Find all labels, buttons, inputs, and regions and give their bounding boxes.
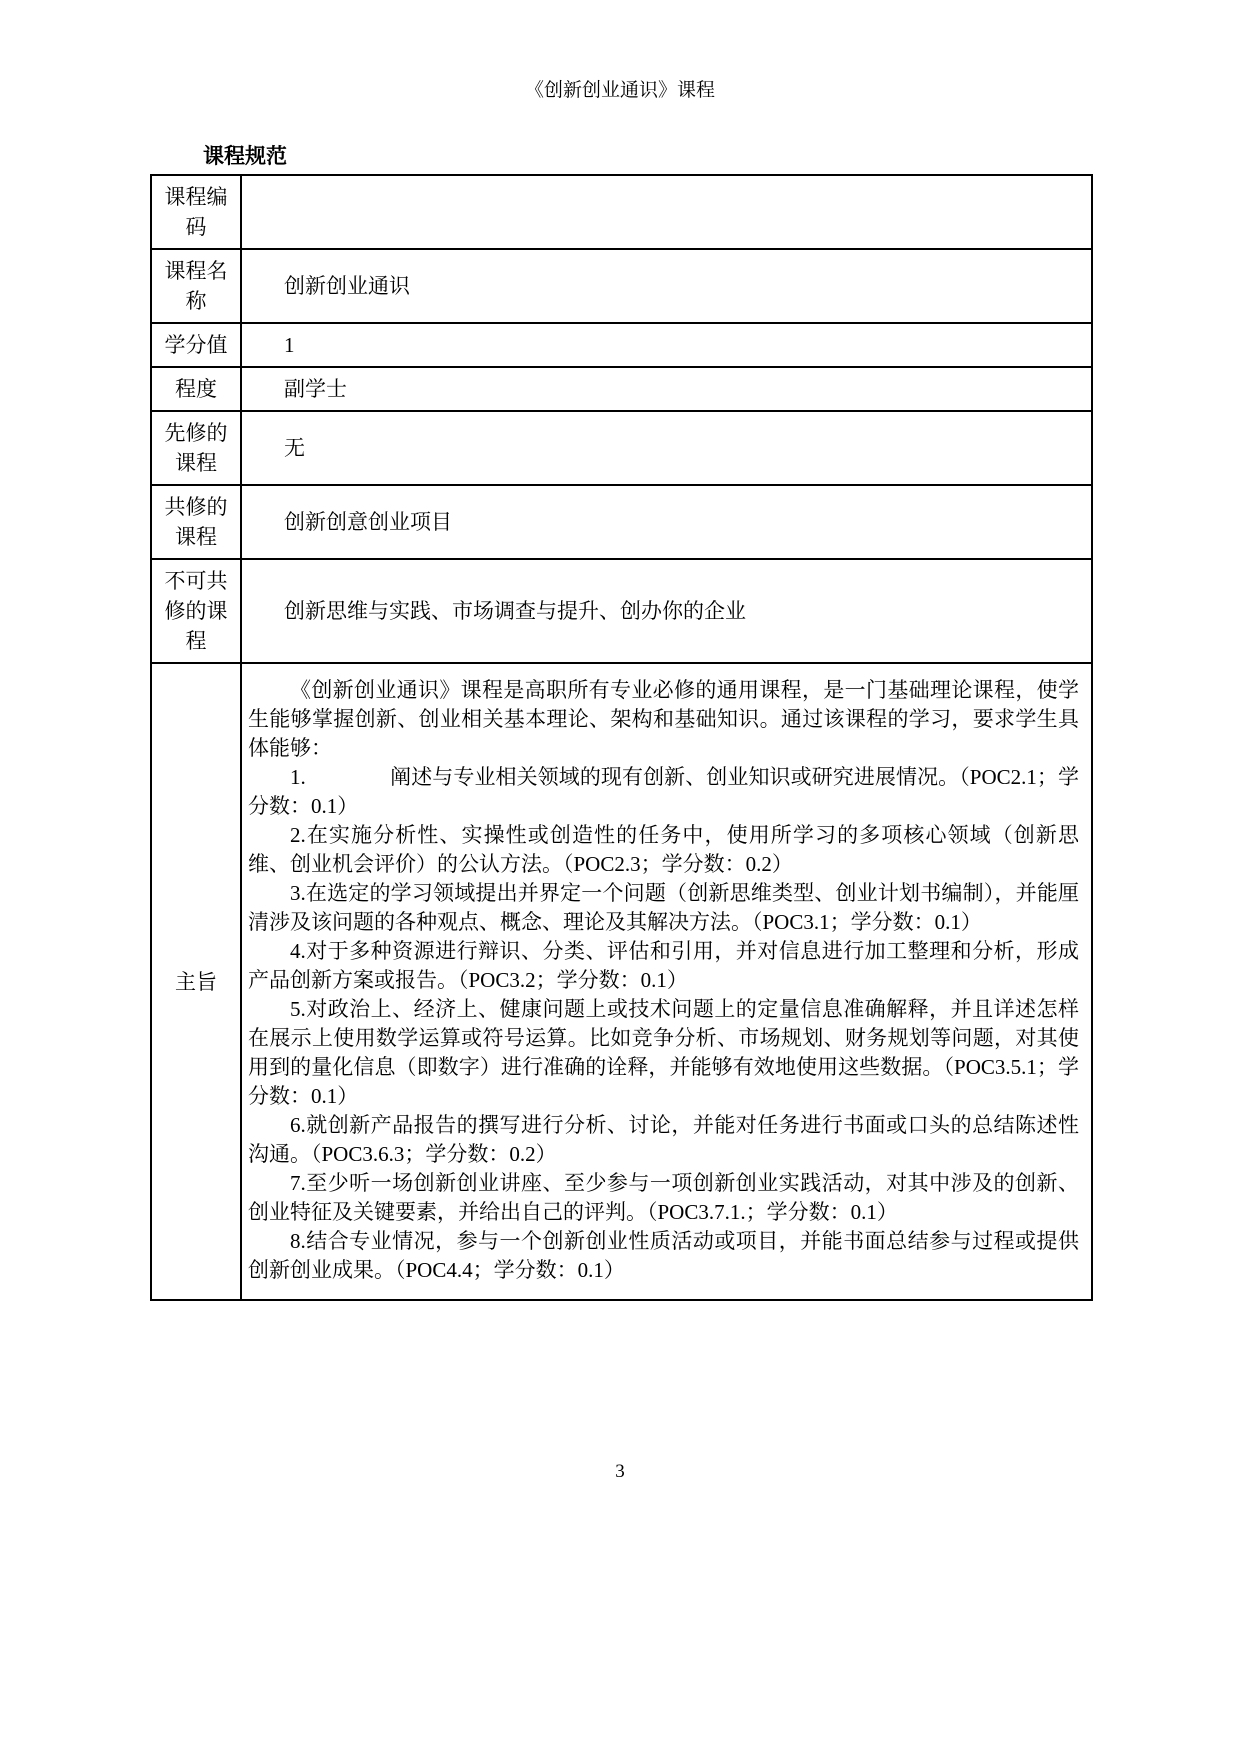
purpose-paragraph-item-1: 1. 阐述与专业相关领域的现有创新、创业知识或研究进展情况。（POC2.1；学分数：0.1） [248, 765, 1079, 818]
row-label-prerequisite: 先修的课程 [151, 411, 241, 485]
section-title: 课程规范 [203, 144, 287, 168]
row-label-course-name: 课程名称 [151, 249, 241, 323]
table-row-course-code [151, 175, 1092, 249]
row-value-exclusive-courses: 创新思维与实践、市场调查与提升、创办你的企业 [241, 559, 1092, 663]
row-value-course-name: 创新创业通识 [241, 249, 1092, 323]
row-value-course-code [241, 175, 1092, 249]
purpose-paragraph-item-3: 3.在选定的学习领域提出并界定一个问题（创新思维类型、创业计划书编制），并能厘清涉及该问题的各种观点、概念、理论及其解决方法。（POC3.1；学分数：0.1） [248, 881, 1079, 934]
table-row-level [151, 367, 1092, 411]
row-value-level: 副学士 [241, 367, 1092, 411]
purpose-paragraph-item-8: 8.结合专业情况，参与一个创新创业性质活动或项目，并能书面总结参与过程或提供创新创业成果。（POC4.4；学分数：0.1） [248, 1229, 1079, 1282]
purpose-paragraph-item-5: 5.对政治上、经济上、健康问题上或技术问题上的定量信息准确解释，并且详述怎样在展示上使用数学运算或符号运算。比如竞争分析、市场规划、财务规划等问题，对其使用到的量化信息（即数字）进行准确的诠释，并能够有效地使用这些数据。（POC3.5.1；学分数：0.1） [248, 997, 1079, 1108]
purpose-paragraph-intro: 《创新创业通识》课程是高职所有专业必修的通用课程，是一门基础理论课程，使学生能够掌握创新、创业相关基本理论、架构和基础知识。通过该课程的学习，要求学生具体能够： [248, 678, 1079, 760]
table-row-exclusive-courses [151, 559, 1092, 663]
row-label-course-code: 课程编码 [151, 175, 241, 249]
purpose-paragraph-item-2: 2.在实施分析性、实操性或创造性的任务中，使用所学习的多项核心领域（创新思维、创业机会评价）的公认方法。（POC2.3；学分数：0.2） [248, 823, 1079, 876]
page-number: 3 [615, 1461, 625, 1482]
row-label-level: 程度 [151, 367, 241, 411]
course-spec-table [150, 174, 1093, 1301]
row-label-purpose: 主旨 [151, 663, 241, 1300]
purpose-paragraph-item-6: 6.就创新产品报告的撰写进行分析、讨论，并能对任务进行书面或口头的总结陈述性沟通。（POC3.6.3；学分数：0.2） [248, 1113, 1079, 1166]
row-label-corequisite: 共修的课程 [151, 485, 241, 559]
purpose-paragraph-item-4: 4.对于多种资源进行辩识、分类、评估和引用，并对信息进行加工整理和分析，形成产品创新方案或报告。（POC3.2；学分数：0.1） [248, 939, 1079, 992]
document-header-title: 《创新创业通识》课程 [524, 80, 715, 101]
table-row-corequisite [151, 485, 1092, 559]
table-row-course-name [151, 249, 1092, 323]
row-value-corequisite: 创新创意创业项目 [241, 485, 1092, 559]
table-row-prerequisite [151, 411, 1092, 485]
row-label-exclusive-courses: 不可共修的课程 [151, 559, 241, 663]
table-row-credit-value [151, 323, 1092, 367]
row-value-credit-value: 1 [241, 323, 1092, 367]
purpose-paragraph-item-7: 7.至少听一场创新创业讲座、至少参与一项创新创业实践活动，对其中涉及的创新、创业特征及关键要素，并给出自己的评判。（POC3.7.1.；学分数：0.1） [248, 1171, 1079, 1224]
row-value-purpose [241, 663, 1092, 1300]
table-row-purpose [151, 663, 1092, 1300]
row-label-credit-value: 学分值 [151, 323, 241, 367]
row-value-prerequisite: 无 [241, 411, 1092, 485]
